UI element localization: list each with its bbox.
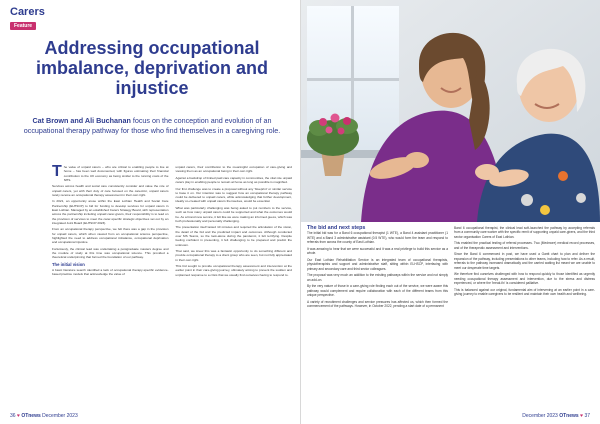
subhead-initial-vision: The initial vision xyxy=(52,261,85,267)
paragraph: In 2021, an opportunity arose within the East Lothian Health and Social Care Partnership (ELHSCP) to bid for funding to develop services for unpaid carers in East Lothian. Managed by an established Carers Strategy Board, with representation across the partnership including unpaid carer-givers, their responsibility is to lead on the provision of services to meet the carer-specific strategic objectives set out by an integrated Joint Board (ELHSCP 2023). xyxy=(52,199,169,225)
paragraph: Fortuitously, the clinical lead was undertaking a postgraduate masters degree and the module of study at this time was occupational science. This provided a theoretical underpinning that formed the foundation of our pathway. xyxy=(52,246,169,260)
folio-left: 36 ♥ OTnews December 2023 xyxy=(10,413,78,419)
paragraph: Since the Band 6 commenced in post, we have used a Gantt chart to plan and deliver the expansion of the pathway, including presentations to other teams, including how to refer. As a result, referrals to the pathway increased dramatically and the carried waiting list meant we are unable to meet our desperate time targets. xyxy=(454,252,595,270)
paragraph: The value of unpaid carers – who are critical to enabling people to live at home – has been well documented, with figures estimating their financial contribution to the UK economy as being similar to the running costs of the NHS. xyxy=(52,163,169,182)
headline: Addressing occupational imbalance, deprivation and injustice xyxy=(35,38,269,98)
right-column-2 xyxy=(454,226,595,311)
paragraph: unpaid carers, their contribution to the meaningful occupation of care-giving and viewing them as an occupational being in their own right. xyxy=(175,165,292,174)
paragraph: Our East Lothian Rehabilitation Service is an integrated team of occupational therapists, physiotherapists and support and administrative staff, sitting within ELHSCP, interfacing with primary and secondary care and third sector colleagues. xyxy=(307,257,448,271)
paragraph: That said, we knew this was a fantastic opportunity to do something different and provide occupational therapy to a client group who are seen, but not fully appreciated in their own right. xyxy=(175,248,292,262)
paragraph: Against a backdrop of limited paid care capacity in communities, the vital role unpaid carers play in enabling people to remain at home as long as possible is magnified. xyxy=(175,175,292,185)
paragraph: This bid sought to provide occupational therapy assessment and intervention at the earlier point in their care-giving journey, ultimately aiming to prevent the sudden and unplanned response to a crisis that we usually find ourselves having to respond to. xyxy=(175,264,292,277)
subhead-bid-next-steps: The bid and next steps xyxy=(307,225,366,231)
standfirst-text: focus on the conception and evolution of an occupational therapy pathway for those who find themselves in a caregiving role. xyxy=(23,116,281,135)
standfirst xyxy=(20,116,284,135)
paragraph: Band 6 occupational therapist, the clinical lead soft-launched the pathway by accepting referrals from a community care worker with the specific remit of supporting unpaid care-givers, and the third sector organisation Carers of East Lothian. xyxy=(454,226,595,239)
section-label: Carers xyxy=(10,6,45,18)
paragraph: This enabled the practical testing of referral processes. Two (Medmore) medical record processes, and of the therapeutic assessment and interventions. xyxy=(454,241,595,250)
heart-icon: ♥ xyxy=(580,413,584,419)
right-column-1 xyxy=(307,226,448,311)
paragraph: We therefore find ourselves challenged with how to respond quickly to those identified as urgently needing occupational therapy assessment and intervention, due to the stress and distress experienced, or where the 'break-fix' is considered palliative. xyxy=(454,272,595,286)
paragraph: Our first challenge was to create a proposal without any 'blueprint' or similar service to base it on. Our intention was to suggest how an occupational therapy pathway could be delivered to unpaid carers, while acknowledging that further development, ideally co-created with unpaid carers themselves, would be essential. xyxy=(175,186,292,204)
paragraph: From an occupational therapy perspective, we felt there was a gap in the provision for unpaid carers, which when viewed from an occupational science perspective, highlighted the need to address occupational imbalance, occupational deprivation and occupational injustice. xyxy=(52,227,169,245)
paragraph: The proposal was very much an addition to the existing pathways within the service and not simply an add-on. xyxy=(307,273,448,282)
photo-illustration xyxy=(301,0,600,222)
heart-icon: ♥ xyxy=(16,413,20,419)
left-column-2 xyxy=(176,165,293,279)
paragraph: The initial bid was for a Band 6 occupational therapist (1 WTE), a Band 4 assistant practitioner (1 WTE) and a Band 3 administrative assistant (0.5 WTE), who would form the team and respond to referrals from across the county of East Lothian. xyxy=(307,231,448,245)
window-frame xyxy=(307,78,399,81)
authors: Cat Brown and Ali Buchanan xyxy=(32,116,131,125)
paragraph: It was amazing to hear that we were successful and it was a real privilege to build this service as a whole. xyxy=(307,246,448,256)
folio-right: December 2023 OTnews ♥ 37 xyxy=(522,413,590,419)
paragraph: A basic literature search identified a lack of occupational therapy-specific evidence-based practice models that acknowledge the value of xyxy=(52,267,169,277)
paragraph: What was particularly challenging was being asked to put numbers to the service, such as how many unpaid carers could be supported and what the outcomes would be. As a brand new service, it felt like we were making an informed guess, which was both professionally and personally challenging. xyxy=(175,205,292,223)
feature-badge: Feature xyxy=(10,22,36,30)
left-body-columns xyxy=(52,165,292,279)
feature-photo xyxy=(301,0,600,222)
paragraph: A variety of recruitment challenges and service pressures has affected us, which then formed the commencement of the pathways. However, in October 2022, pending a start date of a permanent xyxy=(307,299,448,309)
right-page xyxy=(301,0,600,424)
paragraph: The presentation itself lasted 10 minutes and required the articulation of the vision, the detail of the bid and the predicted impact and outcomes. Although conducted over MS Teams, so the look-alone during the pandemic, it felt terrifying. Despite feeling confident in presenting, it felt challenging to be prepared and predict the unknown. xyxy=(175,225,292,247)
paragraph: Services across health and social care consistently consider and value the role of unpaid carers, yet with their duty of care focused on the cared-for, unpaid carers rarely receive an occupational therapy assessment in their own right. xyxy=(52,184,169,197)
paragraph: This is balanced against our original, fundamental aim of intervening at an earlier point in a care-giving journey to enable caregivers to be resilient and maintain their own health and wellbeing. xyxy=(454,287,595,297)
left-column-1 xyxy=(52,165,169,279)
right-body-columns xyxy=(307,226,595,311)
drop-cap: T xyxy=(52,163,62,180)
paragraph: By the very nature of those in a care-giving role finding each out of the service, we were aware this pathway would complement and require collaboration with each of the different teams from this unique perspective. xyxy=(307,284,448,298)
